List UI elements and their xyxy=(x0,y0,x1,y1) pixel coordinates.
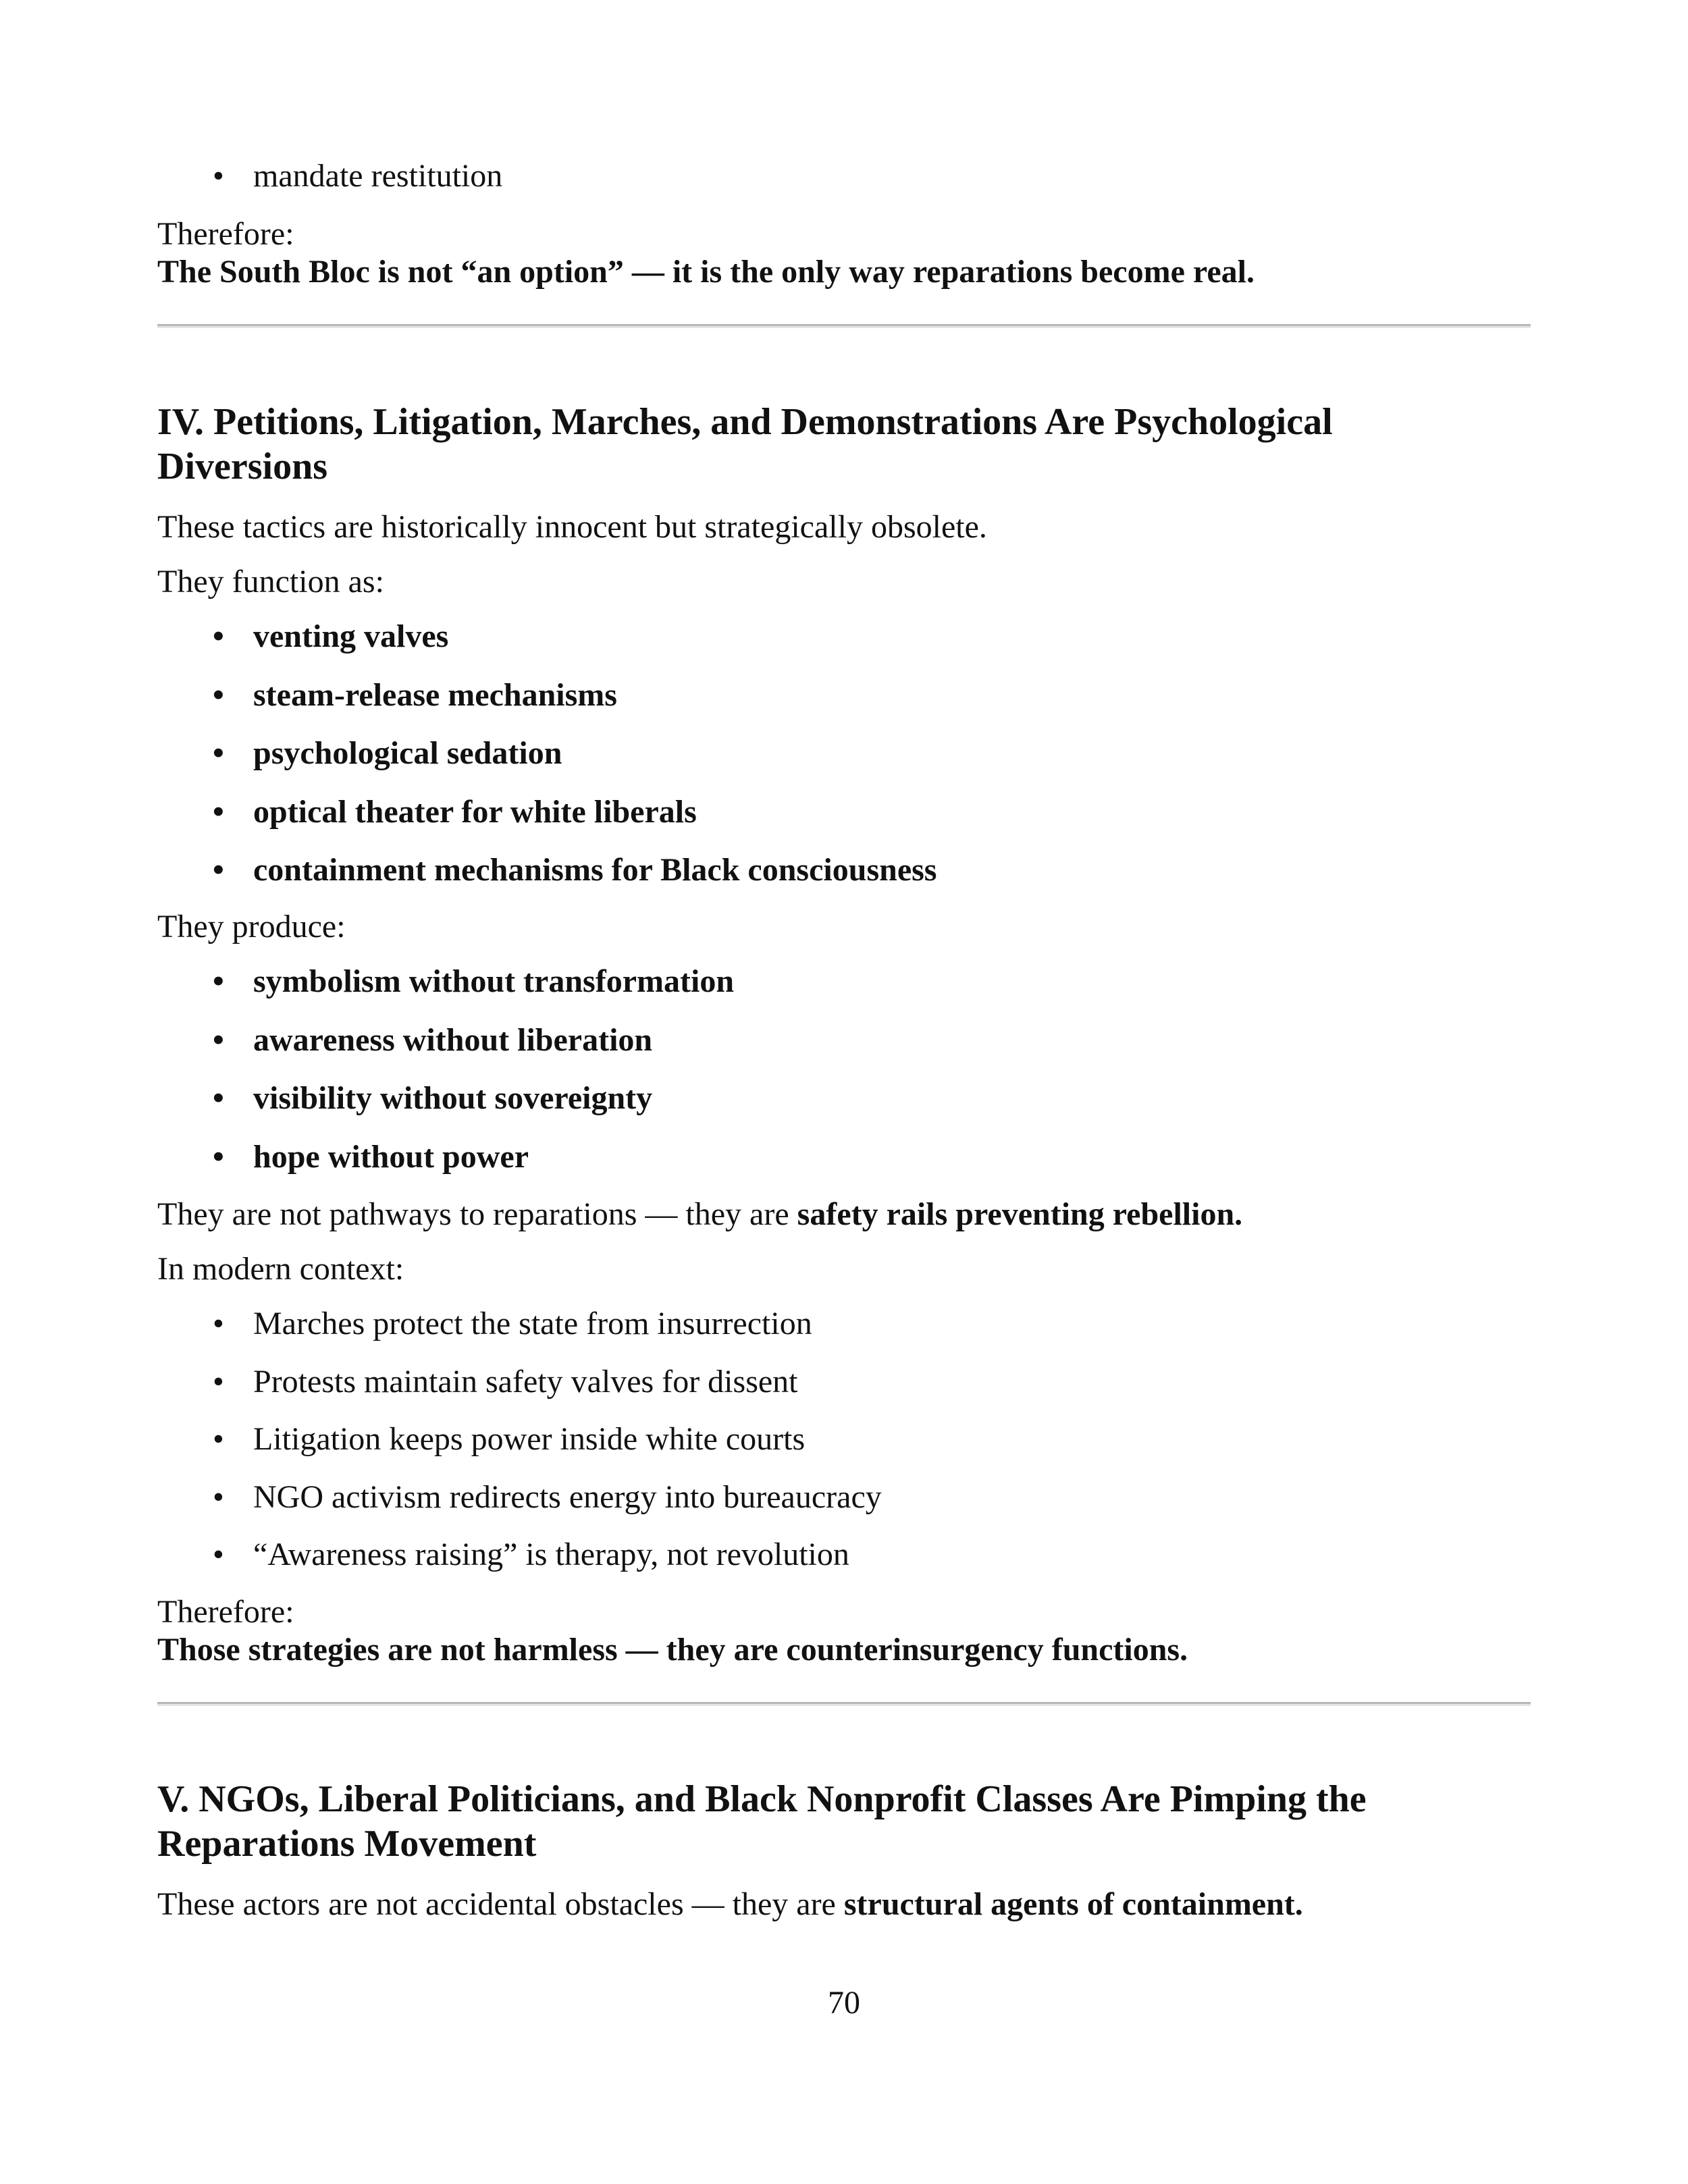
section-divider xyxy=(157,1702,1531,1706)
list-item xyxy=(157,851,1531,890)
pathways-paragraph xyxy=(157,1195,1242,1234)
list-item-text: symbolism without transformation xyxy=(253,963,735,999)
modern-label: In modern context: xyxy=(157,1251,404,1287)
function-label: They function as: xyxy=(157,564,384,600)
list-item xyxy=(157,1079,1531,1118)
produce-label: They produce: xyxy=(157,909,346,944)
bullet-icon: • xyxy=(213,852,224,888)
bullet-icon: • xyxy=(213,676,224,713)
bullet-icon: • xyxy=(213,1421,224,1458)
list-item-text: Marches protect the state from insurrection xyxy=(253,1306,812,1341)
section-heading xyxy=(157,1777,1531,1866)
therefore-label: Therefore: xyxy=(157,1594,294,1630)
list-item-text: Protests maintain safety valves for dissent xyxy=(253,1363,798,1400)
list-item xyxy=(157,157,1531,196)
section-heading-line: V. NGOs, Liberal Politicians, and Black Nonprofit Classes Are Pimping the xyxy=(157,1778,1367,1820)
function-list xyxy=(157,617,1531,890)
bullet-icon: • xyxy=(213,1537,224,1573)
list-item-text: visibility without sovereignty xyxy=(253,1080,653,1117)
bullet-icon: • xyxy=(213,793,224,830)
bullet-icon: • xyxy=(213,1021,224,1058)
list-item-text: containment mechanisms for Black consciousness xyxy=(253,852,937,888)
list-item-text: “Awareness raising” is therapy, not revolution xyxy=(253,1537,849,1573)
bullet-icon: • xyxy=(213,735,224,772)
list-item-text: hope without power xyxy=(253,1138,529,1175)
list-item xyxy=(157,1535,1531,1574)
list-item xyxy=(157,734,1531,773)
section-heading-line: IV. Petitions, Litigation, Marches, and Demonstrations Are Psychological xyxy=(157,401,1333,443)
list-item-text: NGO activism redirects energy into bureaucracy xyxy=(253,1479,882,1515)
bullet-icon: • xyxy=(213,1138,224,1175)
list-item-text: awareness without liberation xyxy=(253,1021,653,1058)
bullet-icon: • xyxy=(213,618,224,654)
bullet-icon: • xyxy=(213,963,224,999)
list-item xyxy=(157,1304,1531,1343)
list-item xyxy=(157,676,1531,715)
list-item-text: mandate restitution xyxy=(253,158,503,194)
list-item xyxy=(157,1478,1531,1517)
bullet-icon: • xyxy=(213,1080,224,1117)
therefore-statement: The South Bloc is not “an option” — it is the only way reparations become real. xyxy=(157,254,1255,290)
bullet-icon: • xyxy=(213,158,224,194)
paragraph xyxy=(157,1885,1303,1924)
section-heading-line: Reparations Movement xyxy=(157,1823,537,1865)
bullet-icon: • xyxy=(213,1306,224,1341)
list-item-text: psychological sedation xyxy=(253,735,562,772)
intro-list xyxy=(157,157,1531,196)
modern-list xyxy=(157,1304,1531,1574)
list-item-text: optical theater for white liberals xyxy=(253,793,697,830)
list-item-text: venting valves xyxy=(253,618,449,654)
page-number: 70 xyxy=(828,1985,860,2021)
list-item xyxy=(157,1420,1531,1459)
paragraph-emphasis: structural agents of containment. xyxy=(843,1886,1303,1922)
list-item xyxy=(157,617,1531,656)
produce-list xyxy=(157,962,1531,1176)
section-divider xyxy=(157,324,1531,328)
paragraph: These tactics are historically innocent but strategically obsolete. xyxy=(157,509,987,545)
list-item xyxy=(157,1138,1531,1177)
section-heading xyxy=(157,400,1531,489)
list-item-text: Litigation keeps power inside white courts xyxy=(253,1421,806,1458)
pathways-emphasis: safety rails preventing rebellion. xyxy=(797,1196,1243,1232)
section-heading-line: Diversions xyxy=(157,446,327,487)
list-item xyxy=(157,962,1531,1001)
list-item xyxy=(157,1021,1531,1060)
list-item-text: steam-release mechanisms xyxy=(253,676,617,713)
list-item xyxy=(157,1362,1531,1402)
therefore-label: Therefore: xyxy=(157,216,294,252)
bullet-icon: • xyxy=(213,1479,224,1515)
paragraph-text: These actors are not accidental obstacles — they are xyxy=(157,1886,844,1922)
list-item xyxy=(157,793,1531,832)
therefore-statement: Those strategies are not harmless — they are counterinsurgency functions. xyxy=(157,1632,1188,1668)
bullet-icon: • xyxy=(213,1363,224,1400)
pathways-text: They are not pathways to reparations — they are xyxy=(157,1196,797,1232)
